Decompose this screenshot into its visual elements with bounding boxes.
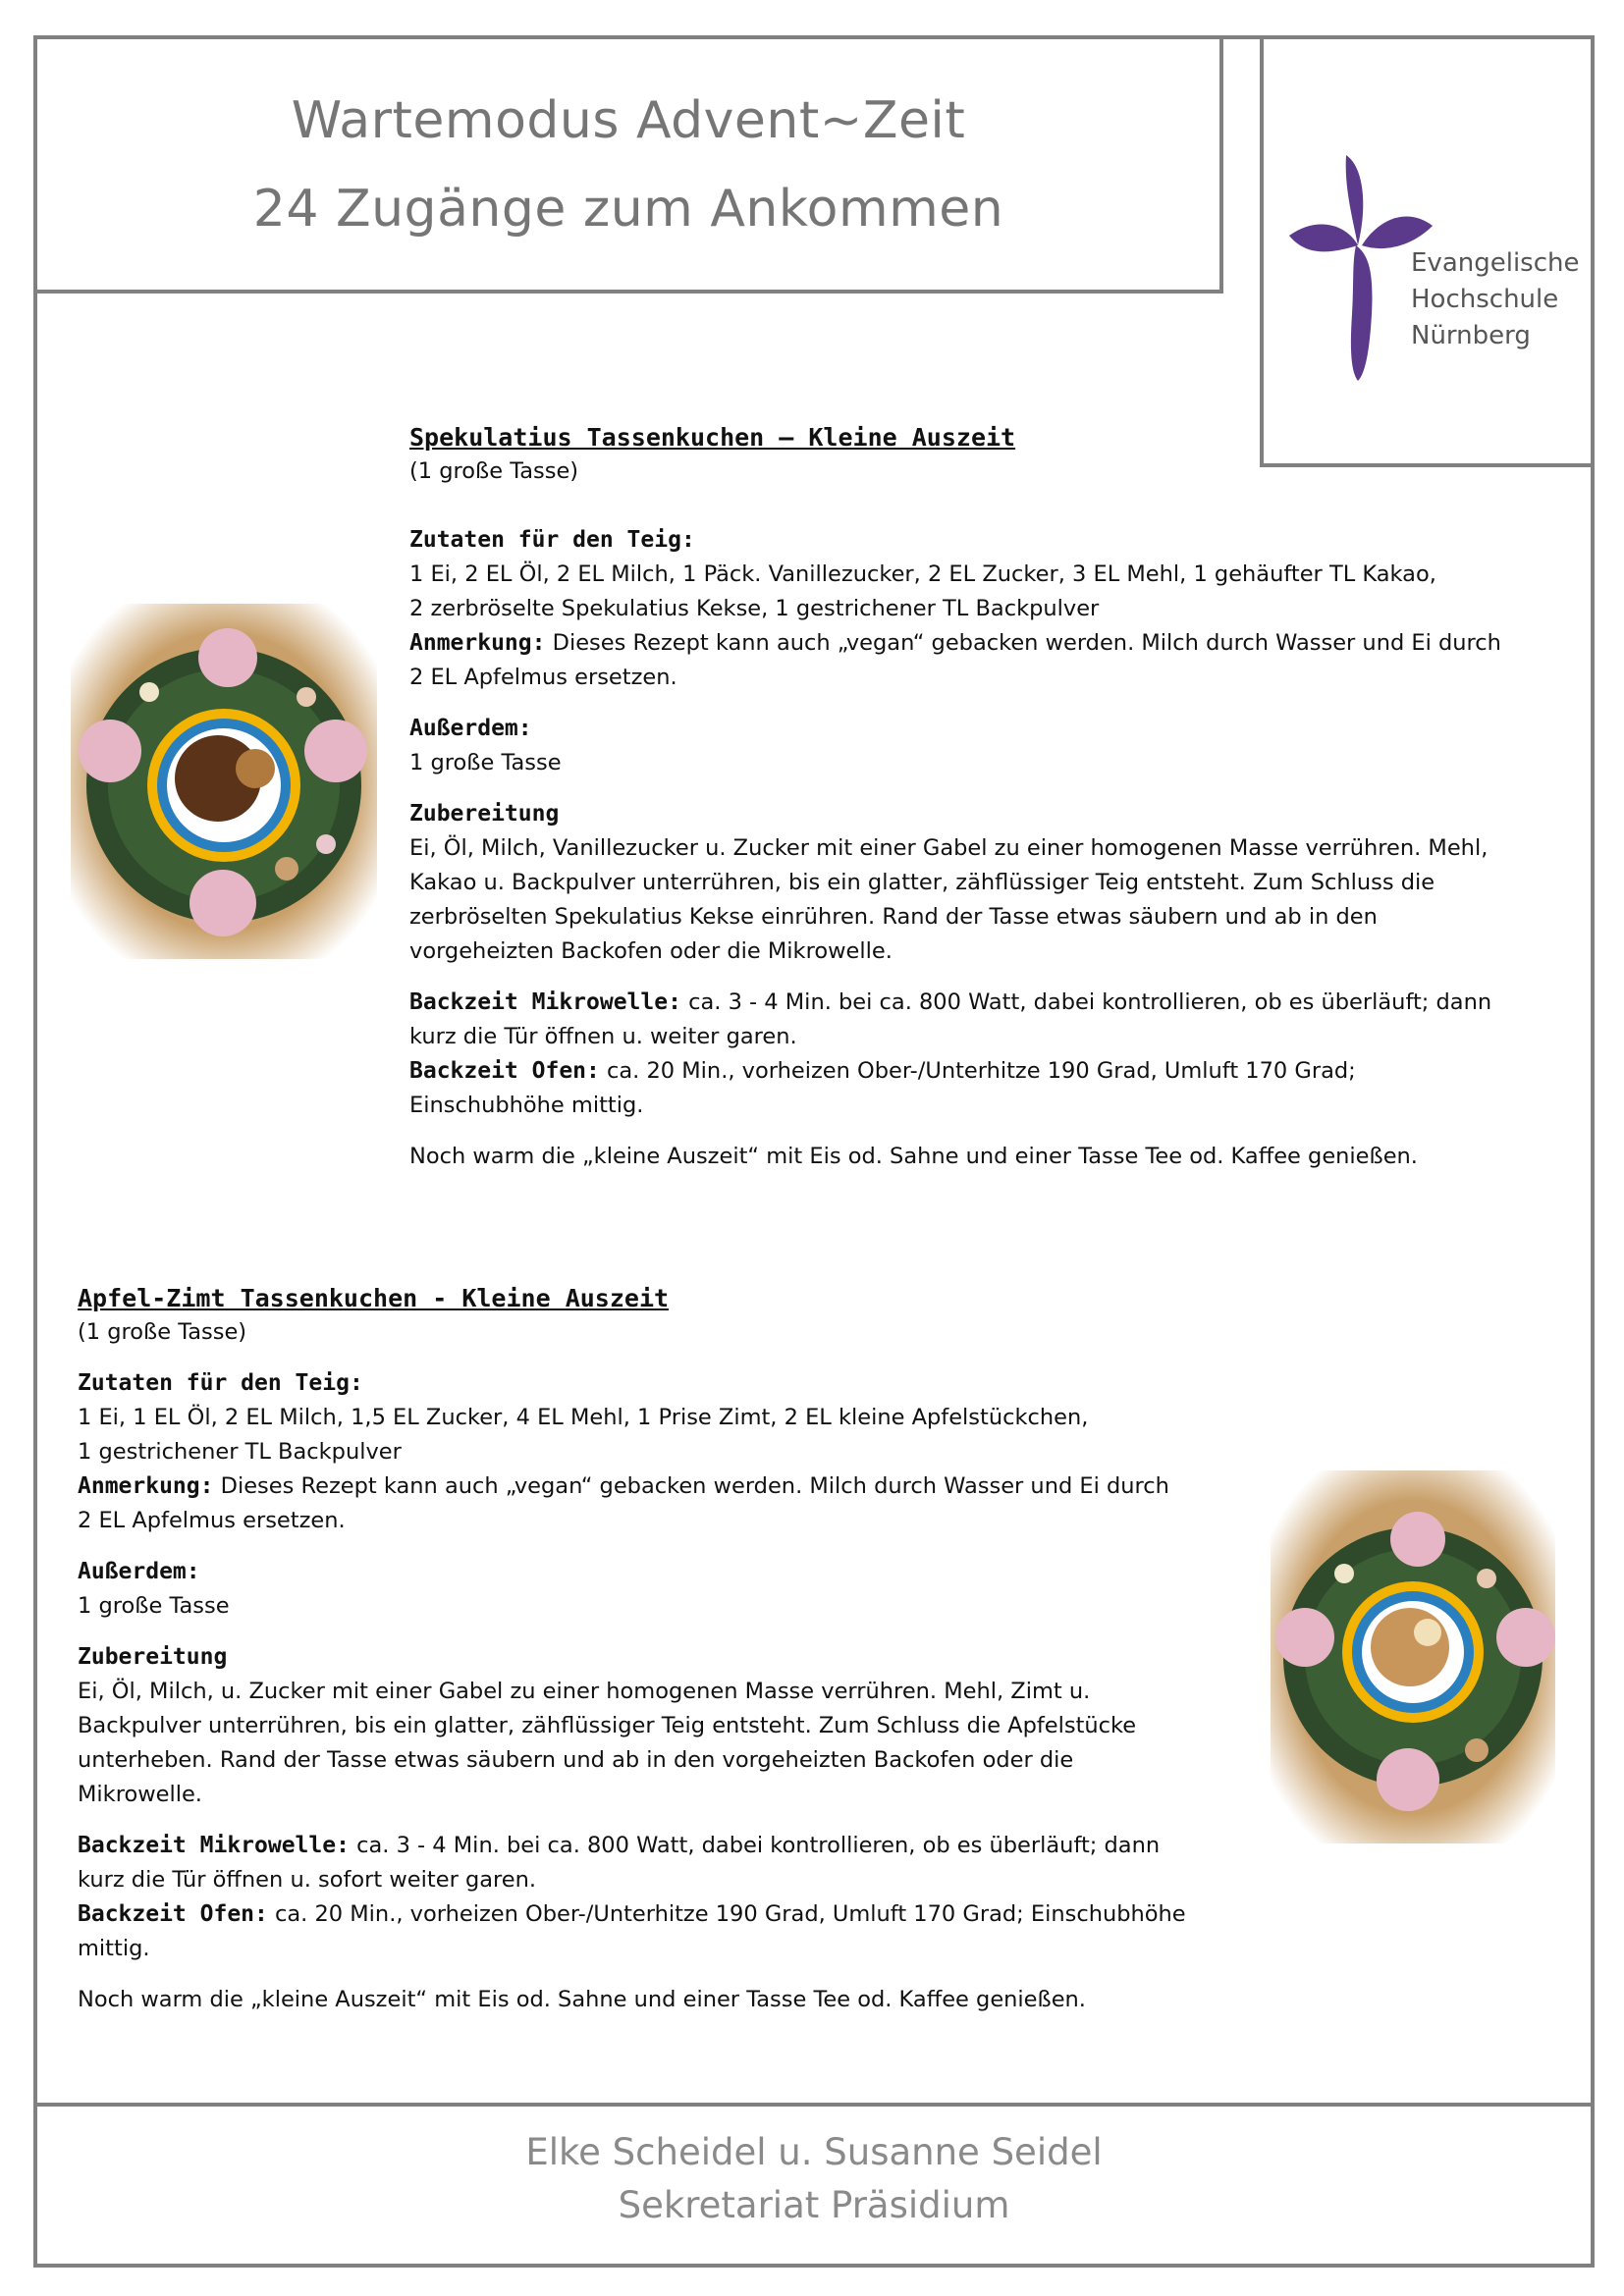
recipe2-prep-line-2: Backpulver unterrühren, bis ein glatter, zähflüssiger Teig entsteht. Zum Schluss die Apfelstücke [78, 1713, 1137, 1738]
logo-line-3: Nürnberg [1411, 321, 1531, 350]
recipe1-prep-label: Zubereitung [409, 801, 560, 827]
recipe1-prep-line-2: Kakao u. Backpulver unterrühren, bis ein glatter, zähflüssiger Teig entsteht. Zum Schluss die [409, 870, 1435, 895]
recipe-2 [78, 1281, 1236, 2017]
recipe2-note-label: Anmerkung: [78, 1473, 214, 1499]
recipe1-ingredients-line-2: 2 zerbröselte Spekulatius Kekse, 1 gestrichener TL Backpulver [409, 596, 1100, 621]
recipe2-micro [78, 1829, 1236, 1863]
recipe1-micro-text-2: kurz die Tür öffnen u. weiter garen. [409, 1024, 797, 1049]
logo-text [1411, 245, 1580, 354]
recipe2-note-text-2: 2 EL Apfelmus ersetzen. [78, 1508, 346, 1533]
recipe1-micro-label: Backzeit Mikrowelle: [409, 989, 681, 1015]
recipe2-ingredients-line-2: 1 gestrichener TL Backpulver [78, 1439, 402, 1465]
recipe1-note-text: Dieses Rezept kann auch „vegan“ gebacken werden. Milch durch Wasser und Ei durch [545, 630, 1501, 656]
page-title: Wartemodus Advent~Zeit [291, 90, 966, 150]
recipe1-note-text-2: 2 EL Apfelmus ersetzen. [409, 665, 677, 690]
recipe2-oven-label: Backzeit Ofen: [78, 1901, 268, 1927]
recipe1-oven [409, 1054, 1534, 1089]
recipe2-micro-text-2: kurz die Tür öffnen u. sofort weiter garen. [78, 1867, 537, 1893]
footer-department: Sekretariat Präsidium [618, 2184, 1010, 2226]
recipe2-oven-text: ca. 20 Min., vorheizen Ober-/Unterhitze 190 Grad, Umluft 170 Grad; Einschubhöhe [267, 1901, 1186, 1927]
recipe1-prep-line-3: zerbröselten Spekulatius Kekse einrühren. Rand der Tasse etwas säubern und ab in den [409, 904, 1378, 930]
recipe2-prep-line-3: unterheben. Rand der Tasse etwas säubern und ab in den vorgeheizten Backofen oder die [78, 1747, 1074, 1773]
recipe2-oven-text-2: mittig. [78, 1936, 150, 1961]
recipe1-closing: Noch warm die „kleine Auszeit“ mit Eis od. Sahne und einer Tasse Tee od. Kaffee genießen. [409, 1144, 1418, 1169]
recipe2-ingredients-label: Zutaten für den Teig: [78, 1370, 363, 1396]
recipe1-note-label: Anmerkung: [409, 630, 546, 656]
recipe2-prep-line-1: Ei, Öl, Milch, u. Zucker mit einer Gabel zu einer homogenen Masse verrühren. Mehl, Zimt u. [78, 1679, 1091, 1704]
recipe2-closing: Noch warm die „kleine Auszeit“ mit Eis od. Sahne und einer Tasse Tee od. Kaffee genießen. [78, 1987, 1086, 2012]
recipe2-note-text: Dieses Rezept kann auch „vegan“ gebacken werden. Milch durch Wasser und Ei durch [213, 1473, 1169, 1499]
footer-authors: Elke Scheidel u. Susanne Seidel [525, 2131, 1103, 2173]
recipe2-oven [78, 1897, 1236, 1932]
footer [33, 2126, 1595, 2232]
recipe1-micro-text: ca. 3 - 4 Min. bei ca. 800 Watt, dabei kontrollieren, ob es überläuft; dann [680, 989, 1492, 1015]
recipe2-extra-label: Außerdem: [78, 1559, 200, 1584]
recipe2-prep-line-4: Mikrowelle. [78, 1782, 202, 1807]
recipe2-micro-label: Backzeit Mikrowelle: [78, 1833, 350, 1858]
recipe2-micro-text: ca. 3 - 4 Min. bei ca. 800 Watt, dabei kontrollieren, ob es überläuft; dann [349, 1833, 1161, 1858]
recipe2-prep-label: Zubereitung [78, 1644, 228, 1670]
recipe1-prep-line-1: Ei, Öl, Milch, Vanillezucker u. Zucker mit einer Gabel zu einer homogenen Masse verrühren. Mehl, [409, 835, 1489, 861]
recipe2-photo [1271, 1470, 1555, 1843]
recipe2-title: Apfel-Zimt Tassenkuchen - Kleine Auszeit [78, 1284, 670, 1312]
recipe1-oven-text: ca. 20 Min., vorheizen Ober-/Unterhitze 190 Grad, Umluft 170 Grad; [599, 1058, 1356, 1084]
recipe2-note [78, 1469, 1236, 1504]
recipe1-subtitle: (1 große Tasse) [409, 458, 579, 484]
recipe1-oven-label: Backzeit Ofen: [409, 1058, 600, 1084]
recipe2-ingredients-line-1: 1 Ei, 1 EL Öl, 2 EL Milch, 1,5 EL Zucker, 4 EL Mehl, 1 Prise Zimt, 2 EL kleine Apfelstückchen, [78, 1405, 1089, 1430]
logo-line-2: Hochschule [1411, 285, 1559, 314]
recipe1-extra-label: Außerdem: [409, 716, 532, 741]
recipe1-title: Spekulatius Tassenkuchen – Kleine Auszeit [409, 423, 1016, 452]
footer-divider [33, 2103, 1595, 2107]
header-box [33, 35, 1223, 294]
recipe1-ingredients-label: Zutaten für den Teig: [409, 527, 695, 553]
recipe1-photo [71, 604, 377, 959]
recipe2-subtitle: (1 große Tasse) [78, 1319, 247, 1345]
recipe1-ingredients-line-1: 1 Ei, 2 EL Öl, 2 EL Milch, 1 Päck. Vanillezucker, 2 EL Zucker, 3 EL Mehl, 1 gehäufter TL Kakao, [409, 561, 1436, 587]
recipe-1 [409, 420, 1534, 1174]
page-subtitle: 24 Zugänge zum Ankommen [252, 179, 1004, 239]
recipe1-extra-text: 1 große Tasse [409, 750, 562, 775]
recipe1-micro [409, 986, 1534, 1020]
logo-line-1: Evangelische [1411, 248, 1580, 278]
recipe1-note [409, 626, 1534, 661]
recipe1-prep-line-4: vorgeheizten Backofen oder die Mikrowelle. [409, 938, 893, 964]
logo-box [1260, 35, 1595, 467]
recipe2-extra-text: 1 große Tasse [78, 1593, 230, 1619]
recipe1-oven-text-2: Einschubhöhe mittig. [409, 1093, 644, 1118]
